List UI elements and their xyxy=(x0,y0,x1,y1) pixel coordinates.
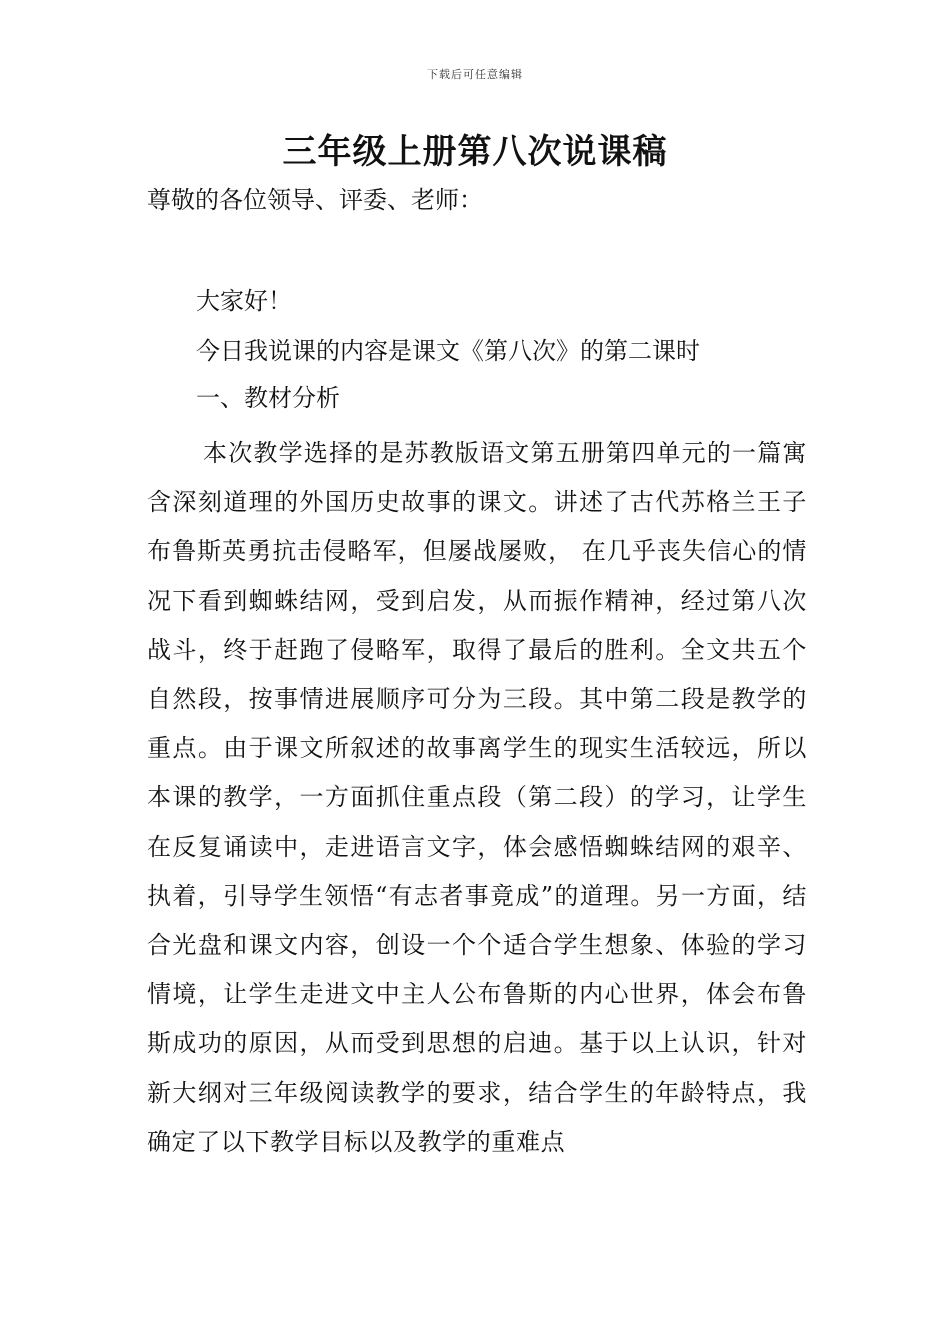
greeting: 大家好！ xyxy=(196,287,292,315)
salutation: 尊敬的各位领导、评委、老师： xyxy=(147,186,483,214)
body-paragraph: 本次教学选择的是苏教版语文第五册第四单元的一篇寓含深刻道理的外国历史故事的课文。讲述了古代苏格兰王子布鲁斯英勇抗击侵略军，但屡战屡败， 在几乎丧失信心的情况下看到蜘蛛结网，受到启发，从而振作精神，经过第八次战斗，终于赶跑了侵略军，取得了最后的胜利。全文共五个自然段，按事情进展顺序可分为三段。其中第二段是教学的重点。由于课文所叙述的故事离学生的现实生活较远，所以本课的教学，一方面抓住重点段（第二段）的学习，让学生在反复诵读中，走进语言文字，体会感悟蜘蛛结网的艰辛、执着，引导学生领悟“有志者事竟成”的道理。另一方面，结合光盘和课文内容，创设一个个适合学生想象、体验的学习情境，让学生走进文中主人公布鲁斯的内心世界，体会布鲁斯成功的原因，从而受到思想的启迪。基于以上认识，针对新大纲对三年级阅读教学的要求，结合学生的年龄特点，我确定了以下教学目标以及教学的重难点 xyxy=(147,439,807,1156)
document-title: 三年级上册第八次说课稿 xyxy=(282,132,668,172)
intro-line: 今日我说课的内容是课文《第八次》的第二课时 xyxy=(196,337,700,365)
section-heading: 一、教材分析 xyxy=(196,384,340,412)
header-note: 下载后可任意编辑 xyxy=(427,68,523,81)
